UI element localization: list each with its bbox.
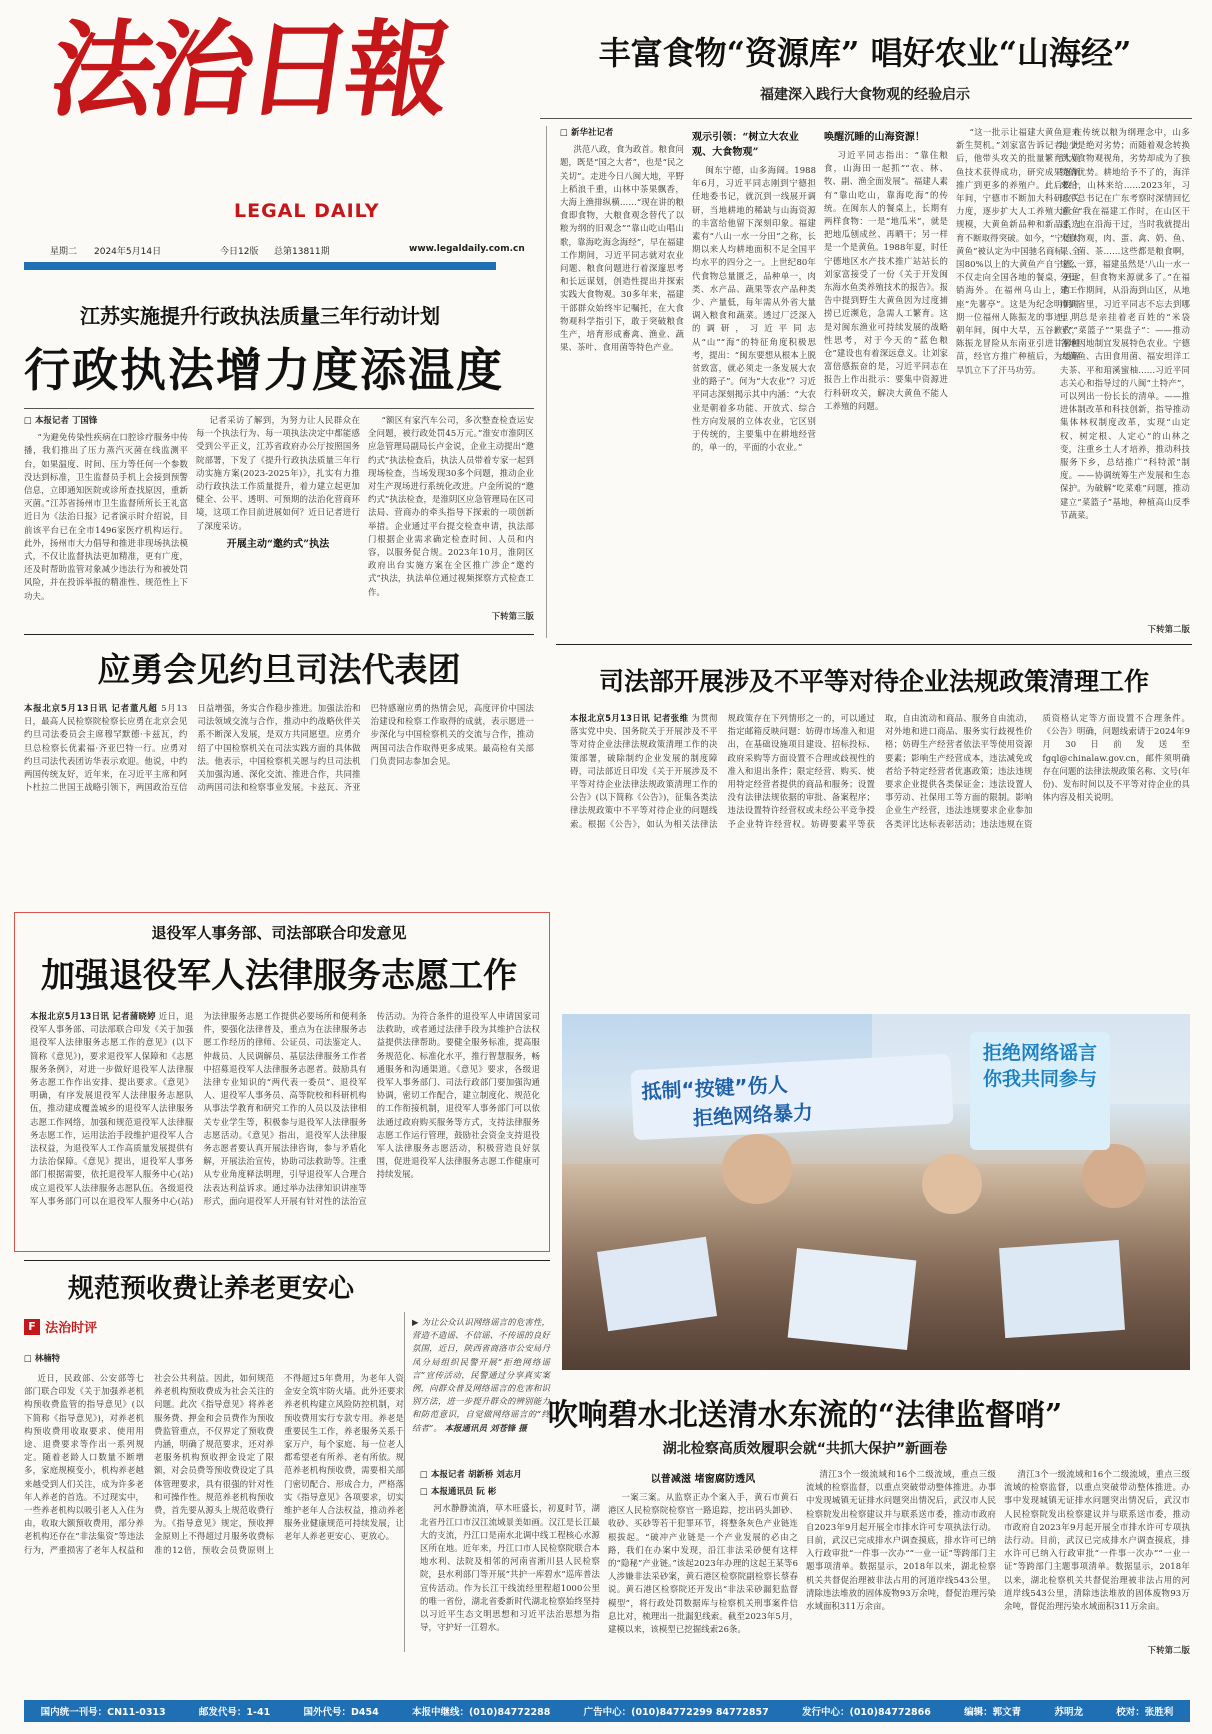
footer-item: 国内统一刊号：CN11-0313 xyxy=(40,1707,166,1718)
jiangsu-sub: 开展主动“邀约式”执法 xyxy=(226,538,330,550)
footer-item: 发行中心：(010)84772866 xyxy=(801,1707,931,1718)
top-article-col2 xyxy=(692,126,816,626)
footer-item: 校对：张胜利 xyxy=(1116,1707,1174,1718)
issue-number: 总第13811期 xyxy=(274,247,330,257)
person-face-2 xyxy=(922,1154,982,1214)
masthead-english: LEGAL DAILY xyxy=(234,200,380,222)
caption-text: 为让公众认识网络谣言的危害性，营造不造谣、不信谣、不传谣的良好氛围，近日，陕西省商洛市公安局丹凤分局组织民警开展“拒绝网络谣言”宣传活动，民警通过分享真实案例，向群众普及网络谣言的危害和识别方法，进一步提升群众的辨别能力和防范意识，自觉做网络谣言的“终结者”。 xyxy=(412,1317,551,1433)
placard-sign: 拒绝网络谣言 你我共同参与 xyxy=(970,1032,1110,1150)
prosecutor-body-block xyxy=(24,702,534,902)
hubei-subtitle: 湖北检察高质效履职会就“共抓大保护”新画卷 xyxy=(662,1441,948,1457)
leaflet-3 xyxy=(999,1240,1125,1338)
veterans-kicker: 退役军人事务部、司法部联合印发意见 xyxy=(151,924,407,942)
prosecutor-body: 5月13日，最高人民检察院检察长应勇在北京会见约旦司法委员会主席穆罕默德·卡兹瓦，约旦总检察长优素福·齐亚巴特一行。应勇对约旦司法代表团访华表示欢迎。他说，中约两国传统友好，近年来，在习近平主席和阿卜杜拉二世国王战略引领下，两国政治互信日益增强，务实合作稳步推进。加强法治和司法领域交流与合作，推动中约战略伙伴关系不断深入发展，是双方共同愿望。应勇介绍了中国检察机关在司法实践方面的具体做法。他表示，中国检察机关愿与约旦司法机关加强沟通、深化交流、推进合作，共同推动两国司法和检察事业发展。卡兹瓦、齐亚巴特感谢应勇的热情会见，高度评价中国法治建设和检察工作取得的成就，表示愿进一步深化与中国检察机关的交流与合作，推动两国司法合作取得更多成果。最高检有关部门负责同志参加会见。 xyxy=(24,703,534,793)
hubei-col4 xyxy=(1004,1468,1190,1658)
top-article-body1: 洪范八政，食为政首。粮食问题，既是“国之大者”，也是“民之关切”。走进今日八闽大地，平野上稻浪千重，山林中茶果飘香，大海上渔排纵横……“现在讲的粮食即食物，大粮食观念替代了以粮为纲的旧观念”“靠山吃山唱山歌，靠海吃海念海经”，早在福建工作期间，习近平同志就对农业问题、粮食问题进行着深邃思考和长远谋划，创造性提出并探索实践大食物观。30多年来，福建干部群众始终牢记嘱托，在大食物观科学指引下，敢于突破粮食生产，培育形成畜禽、渔业、蔬果、茶叶、食用菌等特色产业。 xyxy=(560,144,684,353)
banner-sign xyxy=(630,1054,953,1141)
footer-item: 广告中心：(010)84772299 84772857 xyxy=(583,1707,769,1718)
top-article-body4: “这一批示让福建大黄鱼迎来新生契机。”刘家富告诉记者。此后，他带头攻关的批量繁育大黄鱼技术获得成功，研究成果逐渐推广到更多的养殖户。此后数十年间，宁德市不断加大科研攻关力度，逐步扩大人工养殖大黄鱼规模，大黄鱼新品种和新品系选育不断取得突破。如今，“宁德大黄鱼”被认定为中国驰名商标，全国80%以上的大黄鱼产自宁德，不仅走向全国各地的餐桌，更远销海外。在福州乌山上，有一座“先薯亭”。这是为纪念明朝时期一位福州人陈振龙的事迹。明朝年间，闽中大旱，五谷歉收，陈振龙冒险从东南亚引进甘薯种苗，经官方推广种植后，为缓解旱饥立下了汗马功劳。 xyxy=(956,127,1080,375)
issue-info xyxy=(24,239,525,261)
person-face-1 xyxy=(722,1134,792,1204)
jiangsu-body: “为避免传染性疾病在口腔诊疗服务中传播，我们推出了压力蒸汽灭菌在线监测平台，如果温度、时间、压力等任何一个参数没达到标准，卫生监督员手机上会接到预警信息，立即通知医院或诊所查找原因，重新灭菌。”江苏省扬州市卫生监督所所长王礼富近日为《法治日报》记者演示时介绍说，目前该平台已在全市1496家医疗机构运行。此外，扬州市大力倡导和推进非现场执法模式，不仅让监督执法更加精准，更有广度，还及时帮助监管对象减少违法行为和被处罚风险，并在投诉举报的精准性、规范性上下功夫。 xyxy=(24,432,188,601)
top-article-body2: 闽东宁德，山多海阔。1988年6月，习近平同志刚到宁德担任地委书记，就沉到一线展开调研，当地耕地的稀缺与山海资源的丰富给他留下深刻印象。福建素有“八山一水一分田”之称，长期以来人均耕地面积不足全国平均水平的四分之一。上世纪80年代食物总量匮乏，品种单一，肉类、水产品、蔬果等农产品种类少、产量低，每年需从外省大量调入粮食和蔬菜。透过厂泛深入的调研，习近平同志从“山”“海”的特征角度积极思考，提出：“闽东要想从根本上脱贫致富，就必须走一条发展大农业的路子”。何为“大农业”？习近平同志深刻揭示其中内涵：“大农业是朝着多功能、开放式、综合性方向发展的立体农业，它区别于传统的，主要集中在耕地经营的，单一的，平面的小农业。” xyxy=(692,165,816,453)
column-tag xyxy=(24,1316,104,1340)
moj-title: 司法部开展涉及不平等对待企业法规政策清理工作 xyxy=(598,667,1149,696)
website-link[interactable]: www.legaldaily.com.cn xyxy=(409,244,525,254)
moj-byline: 本报北京5月13日讯 记者张维 xyxy=(570,713,689,723)
jiangsu-continued: 下转第三版 xyxy=(491,611,534,621)
column-tag-label: 法治时评 xyxy=(45,1321,98,1336)
issue-pages: 今日12版 xyxy=(220,247,259,257)
elderly-title: 规范预收费让养老更安心 xyxy=(67,1274,354,1304)
veterans-body: 近日，退役军人事务部、司法部联合印发《关于加强退役军人法律服务志愿工作的意见》(以下简称《意见》)，要求退役军人保障和《志愿服务条例》，对进一步做好退役军人法律服务志愿工作作出安排、提出要求。《意见》明确，有序发展退役军人法律服务志愿队伍，推动建成覆盖城乡的退役军人法律服务志愿工作网络，加强和规范退役军人法律服务志愿工作，运用法治手段维护退役军人合法权益，为退役军人工作高质量发展提供有力法治保障。《意见》提出，退役军人事务部门根据需要，依托退役军人服务中心(站)成立退役军人法律服务志愿队伍。各级退役军人事务部门可以在退役军人服务中心(站)为法律服务志愿工作提供必要场所和便利条件，要强化法律普及，重点为在法律服务志愿工作经历的律师、公证员、司法鉴定人、仲裁员、人民调解员、基层法律服务工作者中招募退役军人法律服务志愿者。鼓励具有法律专业知识的“两代表一委员”、退役军人、退役军人事务员、高等院校和科研机构从事法学教育和研究工作的人员以及法律相关专业学生等，积极参与退役军人法律服务志愿活动。《意见》指出，退役军人法律服务志愿者要认真开展法律咨询，参与矛盾化解，开展法治宣传，协助司法救助等。注重从专业角度释法明理，引导退役军人合理合法表达利益诉求。通过举办法律知识讲座等形式，面向退役军人开展有针对性的法治宣传活动。为符合条件的退役军人申请国家司法救助，或者通过法律手段为其维护合法权益提供法律帮助。要健全服务标准，提高服务规范化、标准化水平，推行智慧服务，畅通服务和沟通渠道。《意见》要求，各级退役军人事务部门、司法行政部门要加强沟通协调，密切工作配合，建立制度化、规范化的工作衔接机制，退役军人事务部门可以依法通过政府购买服务等方式，支持法律服务志愿工作运行管理，鼓励社会资金支持退役军人法律服务志愿活动，积极营造良好氛围，促进退役军人法律服务志愿工作健康可持续发展。 xyxy=(30,1011,540,1206)
banner-sign-line2: 拒绝网络暴力 xyxy=(692,1099,814,1131)
hubei-col3 xyxy=(806,1468,996,1658)
footer-bar xyxy=(24,1700,1190,1722)
jiangsu-byline: □ 本报记者 丁国锋 xyxy=(24,415,98,425)
hubei-body1: 河水静静流淌，草木旺盛长，初夏时节，湖北省丹江口市汉江流域景美如画。汉江是长江最大的支流，丹江口是南水北调中线工程核心水源区所在地。近年来，丹江口市人民检察院联合本地水利、法院及相邻的河南省淅川县人民检察院，县水利部门等开展“共护一库碧水”巡库普法宣传活动。作为长江干线流经里程超1000公里的唯一省份，湖北省委新时代湖北检察始终坚持以习近平生态文明思想和习近平法治思想为指导，守护好一江碧水。 xyxy=(420,1503,600,1633)
hubei-col1 xyxy=(420,1468,600,1658)
top-article-byline: □ 新华社记者 xyxy=(560,127,614,137)
masthead-title: 法治日報 xyxy=(43,8,453,131)
jiangsu-col3 xyxy=(368,414,534,624)
caption-byline: 本报通讯员 刘苍锋 摄 xyxy=(444,1422,527,1433)
footer-item: 国外代号：D454 xyxy=(303,1707,379,1718)
person-face-3 xyxy=(1082,1144,1146,1208)
hubei-title: 吹响碧水北送清水东流的“法律监督哨” xyxy=(547,1398,1063,1433)
news-photo xyxy=(562,1014,1190,1370)
top-article-sub1: 观示引领：“树立大农业观、大食物观” xyxy=(692,132,799,158)
top-article-sub2: 唤醒沉睡的山海资源！ xyxy=(824,132,925,143)
top-article-col3 xyxy=(824,126,948,626)
veterans-body-block xyxy=(30,1010,540,1246)
top-article-subtitle: 福建深入践行大食物观的经验启示 xyxy=(760,87,970,103)
hubei-body2: 一案三案。从监察正办个案入手，黄石市黄石港区人民检察院检察官一路追踪，挖出码头卸砂、收砂、买砂等若干犯罪环节，将整条灰色产业链连根拔起。“破冲产业链是一个产业发展的必由之路，我们在办案中发现，沿江非法采砂便有这样的“隐秘”产业链。”该起2023年办理的这起王某等6人涉嫌非法采砂案，黄石港区检察院副检察长蔡春说。黄石港区检察院还开发出“非法采砂漏犯监督模型”，将行政处罚数据库与检察机关刑事案件信息比对，梳理出一批漏犯线索。截至2023年5月，建模以来，该模型已挖掘线索26条。 xyxy=(608,1492,798,1635)
hubei-byline1: □ 本报记者 胡新桥 刘志月 xyxy=(420,1469,522,1479)
hubei-sub: 以普减滋 堵窗腐防透风 xyxy=(650,1474,756,1485)
footer-item: 编辑：郭文青 xyxy=(964,1707,1022,1718)
elderly-byline: □ 林楠特 xyxy=(24,1353,60,1363)
hubei-body3-cont: 清江3个一级流域和16个二级流域，重点三级流域的检察监督，以重点突破带动整体推进。办事中发现城镇无证排水问题突出情况后，武汉市人民检察院发出检察建议并与联系送市委，推动市政府自2023年9月起开展全市排水许可专项执法行动。目前，武汉已完成排水户调查摸底，排水许可已纳入行政审批“一件事一次办”“一业一证”等跨部门主题事项清单。数据显示，2018年以来，湖北检察机关共督促治理被非法占用的河道岸线543公里，清除违法堆放的固体废物93万余吨，督促治理污染水域面积311万余亩。 xyxy=(1004,1469,1190,1612)
column-tag-icon: F xyxy=(24,1319,40,1335)
veterans-byline: 本报北京5月13日讯 记者蒲晓婷 xyxy=(30,1011,156,1021)
footer-item: 苏明龙 xyxy=(1054,1707,1083,1718)
issue-date: 2024年5月14日 xyxy=(94,247,162,257)
hubei-body3: 清江3个一级流域和16个二级流域，重点三级流域的检察监督，以重点突破带动整体推进。办事中发现城镇无证排水问题突出情况后，武汉市人民检察院发出检察建议并与联系送市委，推动市政府自2023年9月起开展全市排水许可专项执法行动。目前，武汉已完成排水户调查摸底，排水许可已纳入行政审批“一件事一次办”“一业一证”等跨部门主题事项清单。数据显示，2018年以来，湖北检察机关共督促治理被非法占用的河道岸线543公里，清除违法堆放的固体废物93万余吨，督促治理污染水域面积311万余亩。 xyxy=(806,1469,996,1612)
banner-sign-line1: 抵制“按键”伤人 xyxy=(640,1072,789,1104)
hubei-col2 xyxy=(608,1468,798,1658)
moj-body: 为贯彻落实党中央、国务院关于开展涉及不平等对待企业法律法规政策清理工作的决策部署，破除制约企业发展的制度障碍，司法部近日印发《关于开展涉及不平等对待企业法律法规政策清理工作的公告》(以下简称《公告》)，征集各类法律法规政策中不平等对待企业的问题线索。根据《公告》，如认为相关法律法规政策存在下列情形之一的，可以通过指定邮箱反映问题：妨碍市场准入和退出，在基础设施项目建设、招标投标、政府采购等方面设置不合理或歧视性的准入和退出条件；限定经营、购买、使用特定经营者提供的商品和服务；设置没有法律法规依据的审批、备案程序；违法设置特许经营权或未经公平竞争授予企业特许经营权。妨碍要素平等获取，自由流动和商品、服务自由流动，对外地和进口商品、服务实行歧视性价格；妨碍生产经营者依法平等使用资源要素；影响生产经营成本，违法减免或者给予特定经营者优惠政策；违法违规要求企业提供各类保证金；违法设置人事劳动、社保用工等方面的限制。影响企业生产经营，违法违规要求企业参加各类评比达标表彰活动；违法违规在资质资格认定等方面设置不合理条件。《公告》明确，问题线索请于2024年9月30日前发送至fgql@chinalaw.gov.cn，邮件须明确存在问题的法律法规政策名称、文号(年份)、发布时间以及不平等对待企业的具体内容及相关说明。 xyxy=(570,713,1190,829)
veterans-title: 加强退役军人法律服务志愿工作 xyxy=(41,956,517,996)
leaflet-1 xyxy=(597,1237,717,1332)
photo-caption xyxy=(412,1316,551,1433)
top-article-title: 丰富食物“资源库” 唱好农业“山海经” xyxy=(598,34,1132,72)
jiangsu-col2 xyxy=(196,414,360,624)
elderly-body: 近日，民政部、公安部等七部门联合印发《关于加强养老机构预收费监管的指导意见》(以下简称《指导意见》)，对养老机构预收费用收取要求、使用用途、退费要求等作出一系列规定。随着老龄人口数量不断增多，家庭规模变小，机构养老越来越受到人们关注，成为许多老年人养老的首选。不过现实中，一些养老机构以吸引老人入住为由，收取大额预收费用，部分养老机构还存在“非法集资”等违法行为，严重损害了老年人权益和社会公共利益。因此，如何规范养老机构预收费成为社会关注的问题。此次《指导意见》将养老服务费、押金和会员费作为预收费监管重点，不仅界定了预收费内涵，明确了规范要求，还对养老服务机构预收押金设定了限额，对会员费等预收费设定了具体管理要求，具有很强的针对性和可操作性。规范养老机构预收费，首先要从源头上规范收费行为。《指导意见》规定，预收押金原则上不得超过月服务收费标准的12倍，预收会员费原则上不得超过5年费用，为老年人资金安全筑牢防火墙。此外还要求养老机构建立风险防控机制，对预收费用实行专款专用。养老是重要民生工作，养老服务关系千家万户，每个家庭、每一位老人都希望老有所养、老有所依。规范养老机构预收费，需要相关部门密切配合、形成合力，严格落实《指导意见》各项要求，切实维护老年人合法权益，推动养老服务业健康规范可持续发展，让老年人养老更安心、更放心。 xyxy=(24,1373,404,1555)
jiangsu-body2: 记者采访了解到，为努力让人民群众在每一个执法行为、每一项执法决定中都能感受到公平正义，江苏省政府办公厅按照国务院部署，下发了《提升行政执法质量三年行动实施方案(2023-2025年)》，扎实有力推动行政执法工作质量提升，着力建立起更加健全、公平、透明、可预期的法治化营商环境，这项工作目前进展如何？近日记者进行了深度采访。 xyxy=(196,415,360,531)
caption-arrow-icon: ▶ xyxy=(412,1317,419,1327)
footer-item: 邮发代号：1-41 xyxy=(198,1707,271,1718)
hubei-byline2: □ 本报通讯员 阮 彬 xyxy=(420,1486,497,1497)
jiangsu-title: 行政执法增力度添温度 xyxy=(24,343,504,397)
hubei-continued: 下转第二版 xyxy=(1147,1645,1190,1655)
issue-weekday: 星期二 xyxy=(50,247,78,257)
jiangsu-col1 xyxy=(24,414,188,624)
masthead xyxy=(24,8,474,239)
prosecutor-byline: 本报北京5月13日讯 记者董凡超 xyxy=(24,703,158,713)
jiangsu-kicker: 江苏实施提升行政执法质量三年行动计划 xyxy=(80,304,440,328)
prosecutor-title: 应勇会见约旦司法代表团 xyxy=(97,650,461,689)
masthead-bar xyxy=(24,262,496,270)
elderly-body-block xyxy=(24,1372,404,1652)
jiangsu-body3: “额区有家汽车公司，多次整查检查运安全问题，被行政处罚45万元。”淮安市淮阴区应急管理局副局长卢金说，企业主动提出“邀约式”执法检查后，执法人员带着专家一起到现场检查，当场发现30多个问题，推动企业对生产现场进行系统化改进。户金所说的“邀约式”执法检查，是淮阴区应急管理局在区司法局、营商办的牵头指导下探索的一项创新举措。企业通过平台提交检查申请，执法部门根据企业需求确定检查时间、人员和内容，以服务促合规。2023年10月，淮阴区政府出台实施方案在全区推广涉企“邀约式”执法，执法单位通过视频探察方式检查工作。 xyxy=(368,415,534,597)
top-article-continued: 下转第二版 xyxy=(1147,624,1190,634)
top-article-col5 xyxy=(1060,126,1190,638)
top-article-body3: 习近平同志指出：“靠住粮食，山海田一起抓”“农、林、牧、副、渔全面发展”。福建人素有“靠山吃山，靠海吃海”的传统。在闽东人的餐桌上，长期有两样食物：一是“地瓜米”，就是把地瓜刨成丝、再晒干；另一样是一个是黄鱼。1988年夏，时任宁德地区水产技术推广站站长的刘家富接受了一份《关于开发闽东海水鱼类养殖技术的报告》。报告中提到野生大黄鱼因为过度捕捞已近濒危，急需人工繁育。这是对闽东渔业可持续发展的战略性思考，对于今天的“蓝色粮仓”建设也有着深远意义。让刘家富倍感振奋的是，习近平同志在报告上作出批示：要集中资源进行科研攻关，解决大黄鱼不能人工养殖的问题。 xyxy=(824,150,948,411)
footer-item: 本报中继线：(010)84772288 xyxy=(411,1707,551,1718)
moj-body-block xyxy=(570,712,1190,1002)
top-article-body5: 在传统以粮为纲理念中，山多地少是绝对劣势；而随着观念转换到大食物观视角，劣势却成为了独特的优势。耕地给予不了的，海洋来给，山林来给……2023年，习近平总书记在广东考察时深情回忆道：“我在福建工作时，在山区干过，也在沿海干过，当时我就提出大食物观，肉、蛋、禽、奶、鱼、果、菌、茶……这些都是粮食啊，这么一算，福建虽然是‘八山一水一分田’，但食物来源就多了。”在福建工作期间，从沿海到山区，从地市到省里，习近平同志不忘去到哪里，总是亲挂着老百姓的“米袋子”“菜篮子”“果盘子”：——推动各地因地制宜发展特色农业。宁德大黄鱼、古田食用菌、福安坦洋工夫茶、平和琯溪蜜柚……习近平同志关心和指导过的八闽“土特产”，可以列出一份长长的清单。——推进体制改革和科技创新，指导推动集体林权制度改革，实现“山定权、树定根、人定心”的山林之变，注重乡土人才培养，推动科技服务下乡，总结推广“科特派”制度。——协调统筹生产发展和生态保护。为破解“吃菜难”问题，推动建立“菜篮子”基地，种植高山反季节蔬菜。 xyxy=(1060,127,1190,520)
leaflet-2 xyxy=(788,1248,917,1350)
